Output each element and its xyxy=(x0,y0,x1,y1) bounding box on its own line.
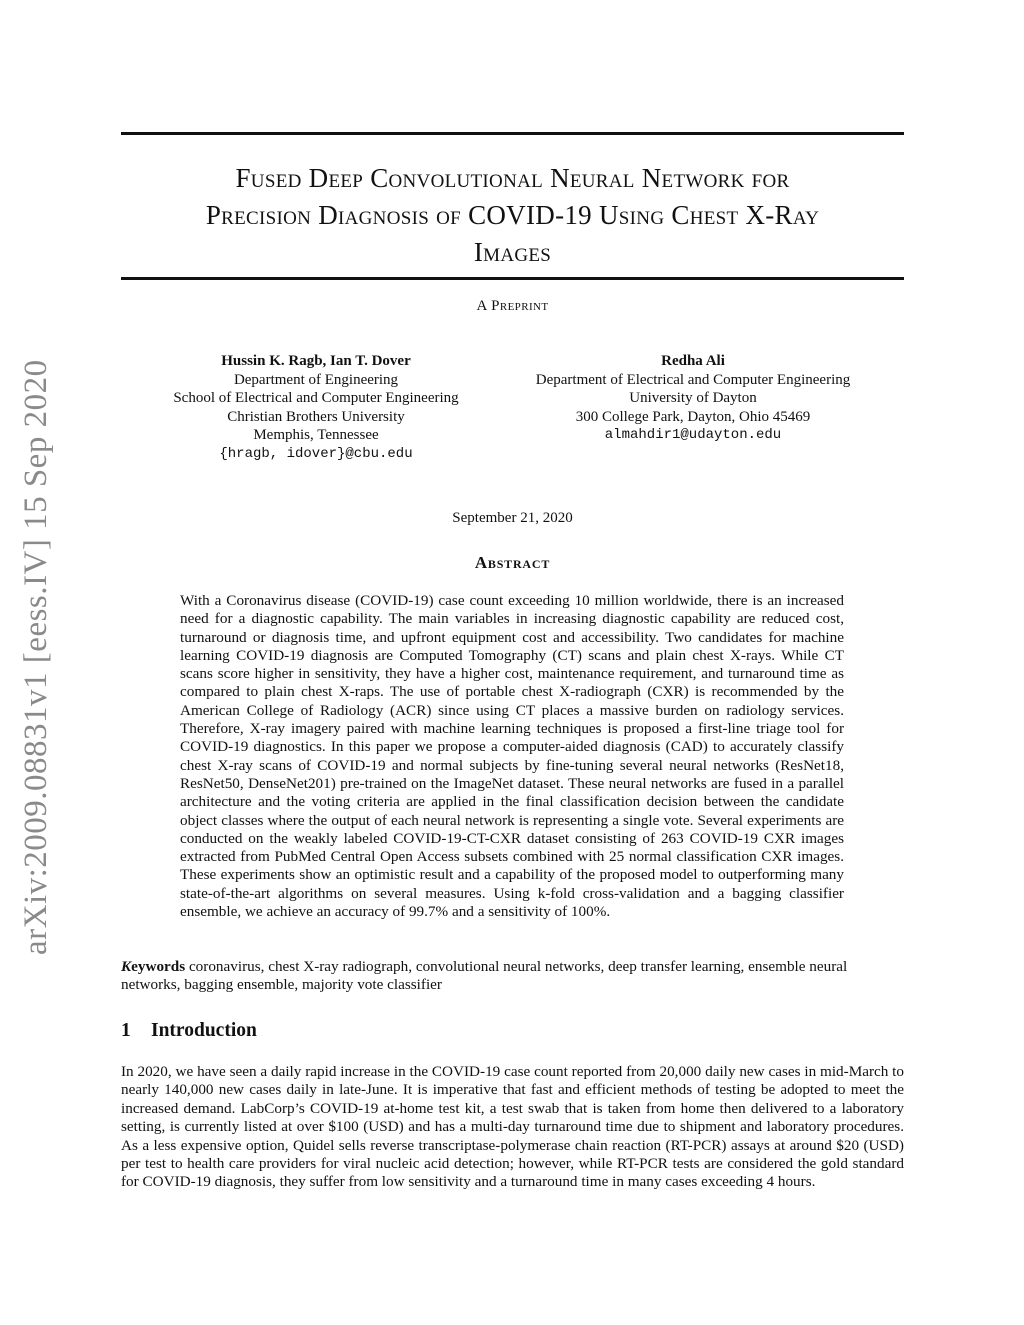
title-line-1: Fused Deep Convolutional Neural Network for xyxy=(235,163,790,193)
arxiv-identifier-stamp: arXiv:2009.08831v1 [eess.IV] 15 Sep 2020 xyxy=(18,359,54,955)
author-location-left: Memphis, Tennessee xyxy=(253,427,379,443)
introduction-text: In 2020, we have seen a daily rapid increase in the COVID-19 case count reported from 20,000 daily new cases in mid-March to nearly 140,000 new cases daily in late-June. It is imperative that fast and efficient methods of testing be adopted to meet the increased demand. LabCorp’s COVID-19 at-home test kit, a test swab that is taken from home then delivered to a laboratory setting, is currently listed at over $100 (USD) and has a multi-day turnaround time due to shipment and laboratory procedures. As a less expensive option, Quidel sells reverse transcriptase-polymerase chain reaction (RT-PCR) assays at around $20 (USD) per test to health care providers for viral nucleic acid detection; however, while RT-PCR tests are considered the gold standard for COVID-19 diagnosis, they suffer from low sensitivity and a turnaround time in many cases exceeding 4 hours. xyxy=(121,1063,904,1191)
keywords-paragraph xyxy=(121,958,904,995)
section-title: Introduction xyxy=(151,1020,257,1041)
section-number: 1 xyxy=(121,1020,131,1041)
paper-title xyxy=(121,160,904,271)
author-email-right: almahdir1@udayton.edu xyxy=(604,427,782,443)
author-block-right xyxy=(513,352,873,445)
author-block-left xyxy=(146,352,486,463)
title-line-3: Images xyxy=(473,237,552,267)
keywords-text: coronavirus, chest X-ray radiograph, convolutional neural networks, deep transfer learning, ensemble neural networks, bagging ensemble, majority vote classifier xyxy=(121,958,848,994)
author-names-right: Redha Ali xyxy=(661,353,725,369)
publication-date: September 21, 2020 xyxy=(452,510,573,526)
title-bottom-rule xyxy=(121,277,904,280)
author-email-left: {hragb, idover}@cbu.edu xyxy=(219,445,413,462)
author-university-right: University of Dayton xyxy=(629,390,757,406)
keywords-label: Keywords xyxy=(121,958,186,975)
abstract-heading: Abstract xyxy=(474,553,551,572)
author-department-left: Department of Engineering xyxy=(233,371,399,388)
preprint-label: A Preprint xyxy=(476,298,549,314)
author-address-right: 300 College Park, Dayton, Ohio 45469 xyxy=(575,408,811,425)
title-line-2: Precision Diagnosis of COVID-19 Using Chest X-Ray xyxy=(205,200,820,230)
title-top-rule xyxy=(121,132,904,135)
author-names-left: Hussin K. Ragb, Ian T. Dover xyxy=(221,353,411,369)
author-department-right: Department of Electrical and Computer Engineering xyxy=(535,371,851,388)
author-school-left: School of Electrical and Computer Engineering xyxy=(173,390,459,406)
author-university-left: Christian Brothers University xyxy=(227,408,405,425)
abstract-text: With a Coronavirus disease (COVID-19) case count exceeding 10 million worldwide, there is an increased need for a diagnostic capability. The main variables in increasing diagnostic capability are reduced cost, turnaround or diagnosis time, and upfront equipment cost and accessibility. Two candidates for machine learning COVID-19 diagnosis are Computed Tomography (CT) scans and plain chest X-rays. While CT scans score higher in sensitivity, they have a higher cost, maintenance requirement, and turnaround time as compared to plain chest X-raps. The use of portable chest X-radiograph (CXR) is recommended by the American College of Radiology (ACR) since using CT places a massive burden on radiology services. Therefore, X-ray imagery paired with machine learning techniques is proposed a first-line triage tool for COVID-19 diagnostics. In this paper we propose a computer-aided diagnosis (CAD) to accurately classify chest X-ray scans of COVID-19 and normal subjects by fine-tuning several neural networks (ResNet18, ResNet50, DenseNet201) pre-trained on the ImageNet dataset. These neural networks are fused in a parallel architecture and the voting criteria are applied in the final classification decision between the candidate object classes where the output of each neural network is representing a single vote. Several experiments are conducted on the weakly labeled COVID-19-CT-CXR dataset consisting of 263 COVID-19 CXR images extracted from PubMed Central Open Access subsets combined with 25 normal classification CXR images. These experiments show an optimistic result and a capability of the proposed model to outperforming many state-of-the-art algorithms on several measures. Using k-fold cross-validation and a bagging classifier ensemble, we achieve an accuracy of 99.7% and a sensitivity of 100%. xyxy=(180,592,844,921)
section-heading-introduction xyxy=(121,1020,257,1042)
